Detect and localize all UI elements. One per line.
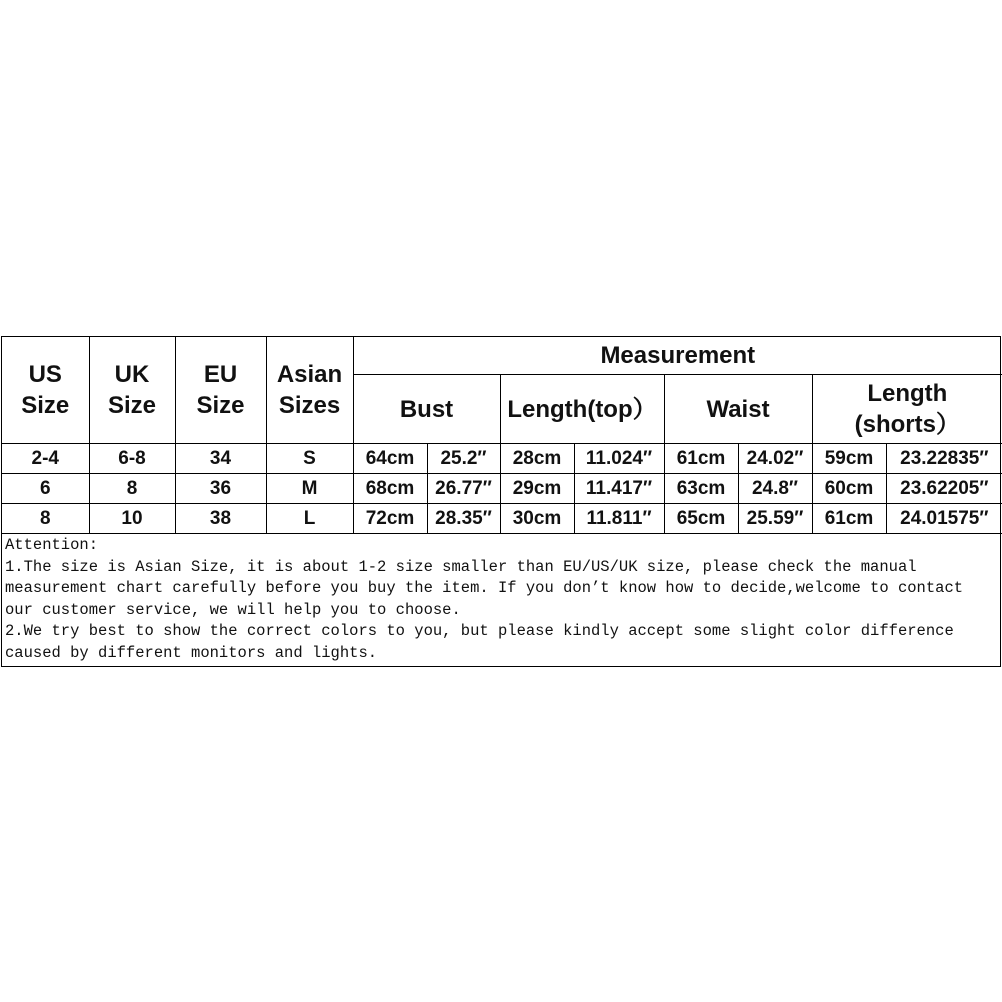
notes-title: Attention:	[5, 536, 99, 554]
asian-size-header-line1: Asian	[276, 361, 343, 388]
uk-size-header-line1: UK	[114, 361, 150, 388]
size-chart	[1, 336, 1001, 667]
uk-size-cell: 8	[89, 474, 175, 504]
shorts-in-cell: 23.62205″	[886, 474, 1002, 504]
attention-notes	[2, 534, 1000, 666]
notes-line: measurement chart carefully before you buy the item. If you don’t know how to decide,welcome to contact	[5, 579, 964, 597]
uk-size-cell: 6-8	[89, 444, 175, 474]
waist-in-cell: 24.8″	[738, 474, 812, 504]
asian-size-cell: M	[266, 474, 353, 504]
top-in-cell: 11.417″	[574, 474, 664, 504]
bust-in-cell: 28.35″	[427, 504, 500, 534]
bust-in-cell: 25.2″	[427, 444, 500, 474]
notes-line: 1.The size is Asian Size, it is about 1-2 size smaller than EU/US/UK size, please check the manual	[5, 557, 917, 576]
us-size-header-line2: Size	[21, 392, 70, 419]
waist-cm-cell: 61cm	[664, 444, 738, 474]
us-size-header-line1: US	[28, 361, 62, 388]
header-row-top	[2, 337, 1002, 375]
length-shorts-header	[812, 375, 1002, 444]
eu-size-cell: 34	[175, 444, 266, 474]
asian-size-cell: S	[266, 444, 353, 474]
bust-cm-cell: 68cm	[353, 474, 427, 504]
uk-size-header	[89, 337, 175, 444]
shorts-in-cell: 24.01575″	[886, 504, 1002, 534]
bust-header: Bust	[353, 375, 500, 444]
top-cm-cell: 28cm	[500, 444, 574, 474]
waist-cm-cell: 63cm	[664, 474, 738, 504]
eu-size-cell: 38	[175, 504, 266, 534]
bust-cm-cell: 64cm	[353, 444, 427, 474]
notes-line: caused by different monitors and lights.	[5, 643, 378, 662]
top-in-cell: 11.024″	[574, 444, 664, 474]
us-size-header	[2, 337, 89, 444]
table-row	[2, 504, 1002, 534]
uk-size-cell: 10	[89, 504, 175, 534]
shorts-cm-cell: 61cm	[812, 504, 886, 534]
bust-in-cell: 26.77″	[427, 474, 500, 504]
us-size-cell: 8	[2, 504, 89, 534]
asian-size-header	[266, 337, 353, 444]
shorts-in-cell: 23.22835″	[886, 444, 1002, 474]
asian-size-header-line2: Sizes	[278, 392, 341, 419]
length-shorts-header-line2: (shorts）	[854, 411, 960, 438]
length-shorts-header-line1: Length	[867, 380, 948, 407]
eu-size-header	[175, 337, 266, 444]
length-top-header: Length(top）	[500, 375, 664, 444]
top-cm-cell: 30cm	[500, 504, 574, 534]
waist-cm-cell: 65cm	[664, 504, 738, 534]
notes-line: 2.We try best to show the correct colors to you, but please kindly accept some slight color difference	[5, 622, 954, 640]
waist-header: Waist	[664, 375, 812, 444]
bust-cm-cell: 72cm	[353, 504, 427, 534]
eu-size-header-line2: Size	[196, 392, 245, 419]
waist-in-cell: 24.02″	[738, 444, 812, 474]
eu-size-header-line1: EU	[203, 361, 238, 388]
table-row	[2, 474, 1002, 504]
measurement-header: Measurement	[353, 337, 1002, 375]
eu-size-cell: 36	[175, 474, 266, 504]
us-size-cell: 2-4	[2, 444, 89, 474]
size-table	[2, 337, 1002, 534]
asian-size-cell: L	[266, 504, 353, 534]
top-in-cell: 11.811″	[574, 504, 664, 534]
shorts-cm-cell: 60cm	[812, 474, 886, 504]
top-cm-cell: 29cm	[500, 474, 574, 504]
waist-in-cell: 25.59″	[738, 504, 812, 534]
notes-line: our customer service, we will help you to choose.	[5, 600, 461, 619]
shorts-cm-cell: 59cm	[812, 444, 886, 474]
table-row	[2, 444, 1002, 474]
us-size-cell: 6	[2, 474, 89, 504]
uk-size-header-line2: Size	[107, 392, 157, 419]
